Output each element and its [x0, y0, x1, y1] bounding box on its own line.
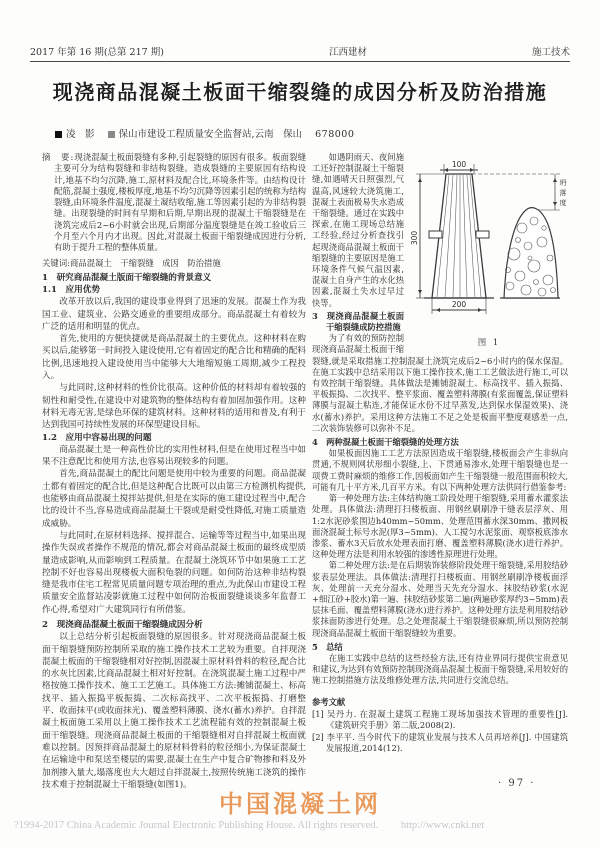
- affiliation: 保山市建设工程质量安全监督站,云南 保山: [118, 129, 303, 140]
- paragraph: 如遇阴雨天、夜间施工还好控制混凝土干缩裂缝,如遇晴天日照强烈,气温高,风速较大浇筑施工,混凝土表面极易失水造成干缩裂缝。通过在实践中探索,在施工现场总结施工经验,经过分析查找引起现浇商品混凝土板面干缩裂缝的主要原因是施工环境条件气候气温因素,混凝土自身产生的水化热因素,混凝土失水过早过快等。: [312, 152, 404, 308]
- page-title: 现浇商品混凝土板面干缩裂缝的成因分析及防治措施: [52, 80, 548, 104]
- left-column: [42, 152, 306, 791]
- abstract-text: 现浇混凝土板面裂缝有多种,引起裂缝的原因有很多。板面裂缝主要可分为结构裂缝和非结构裂缝。造成裂缝的主要原因有结构设计,地基不均匀沉降,施工,原材料及配合比,环境条件等。由结构设计配筋,混凝土强度,楼板厚度,地基不均匀沉降等因素引起的统称为结构裂缝,由环境条件温度,混凝土凝结收缩,施工等因素引起的为非结构裂缝。出现裂缝的时间有早期和后期,早期出现的混凝土干缩裂缝是在浇筑完成后2~6小时就会出现,后期部分温度裂缝是在竣工验收后三个月至六个月内才出现。因此,对混凝土板面干缩裂缝成因进行分析,有助于提升工程的整体质量。: [54, 152, 306, 253]
- paragraph: 与此同时,这种材料的性价比很高。这种价低的材料却有着较强的韧性和耐受性,在建设中对建筑物的整体结构有着加固加强作用。这种材料无毒无害,是绿色环保的建筑材料。这种材料的适用和普及,有利于达到我国可持续性发展的环保型建设目标。: [42, 383, 306, 431]
- paragraph: 在施工实践中总结的这些经验方法,还有待业界同行提供宝贵意见和建议,为达到有效预防控制现浇商品混凝土板面干缩裂缝,采用较好的施工控制措施方法及维修处理方法,共同进行交流总结。: [312, 652, 568, 686]
- page-number: · 97 ·: [498, 778, 536, 789]
- section-5-heading: 5 总结: [312, 641, 343, 652]
- paragraph: 商品混凝土是一种高性价比的实用性材料,但是在使用过程当中如果不注意配比和使用方法,也容易出现较多的问题。: [42, 444, 306, 468]
- dim-top-label: 100: [451, 160, 467, 169]
- column-name: 施工技术: [531, 47, 570, 58]
- svg-text:坍: 坍: [559, 179, 567, 187]
- keywords-label: 关键词:: [42, 257, 70, 268]
- author-marker-icon: [55, 131, 62, 138]
- section-4-heading: 4 两种混凝土板面干缩裂缝的处理方法: [312, 437, 459, 448]
- affiliation-marker-icon: [108, 131, 115, 138]
- section-3-heading: 3 现浇商品混凝土板面干缩裂缝成防控措施: [312, 310, 404, 333]
- keywords: [42, 257, 306, 269]
- byline: [55, 126, 354, 140]
- running-head: [30, 44, 570, 58]
- paragraph: 首先,商品混凝土的配比问题是使用中较为重要的问题。商品混凝土都有着固定的配合比,但是这种配合比既可以由第三方检测机构提供,也能够由商品混凝土搅拌站提供,但是在实际的施工建设过程当中,配合比的设计不当,容易造成商品混凝土干裂或是耐受性降低,对施工质量造成威胁。: [42, 469, 306, 529]
- section-1-2-heading: 1.2 应用中容易出现的问题: [42, 432, 152, 443]
- paragraph: 如果板面因施工工艺方法原因造成干缩裂缝,楼板面会产生非纵向贯通,不规则网状形细小裂缝,上、下贯通易渗水,处理干缩裂缝也是一项费工费时麻烦的维修工作,因板面如产生干缩裂缝一般范围面积较大,可能有几十平方米,几百平方米。有以下两种处理方法供同行借鉴参考:: [312, 448, 568, 492]
- journal-name: 江西建材: [328, 47, 367, 58]
- dim-bottom-label: 200: [451, 300, 467, 309]
- paragraph: 第二种处理方法:是在后期装饰装修阶段处理干缩裂缝,采用胶结砂浆表层处理法。具体做法:清理打扫楼板面、用钢丝刷刷净楼板面浮灰、处理前一天充分湿水、处理当天先充分湿水、抹胶结砂浆(水泥+细江砂+胶水)第一遍、抹胶结砂浆第二遍(两遍砂浆厚约3~5mm)表层抹毛面、覆盖塑料薄膜(浇水)进行养护。这种处理方法是利用胶结砂浆抹面防渗进行处理。总之处理混凝土干缩裂缝很麻烦,所以预防控制现浇商品混凝土板面干缩裂缝较为重要。: [312, 560, 568, 638]
- footer: [14, 820, 594, 831]
- section-1-heading: 1 研究商品混凝土版面干缩裂缝的背景意义: [42, 272, 212, 283]
- postcode: 678000: [315, 129, 355, 140]
- section-2-heading: 2 现浇商品混凝土板面干缩裂缝成因分析: [42, 619, 203, 630]
- watermark: 中国混凝土网: [219, 789, 381, 818]
- paragraph: 以上总结分析引起板面裂缝的原因很多。针对现浇商品混凝土板面干缩裂缝预防控制所采取的施工操作技术工艺较为重要。自拌现浇混凝土板面的干缩裂缝相对好控制,因混凝土原材料骨料的粒径,配合比的水灰比因素,比商品混凝土相对好控制。在浇筑混凝土施工过程中严格按施工操作技术、施工工艺施工。具体施工方法:摊铺混凝土、标高找平、插入振捣平板振捣、二次标高找平、二次平板振捣、打磨整平、收面抹平(或收面抹光)、覆盖塑料薄膜、浇水(蓄水)养护。自拌混凝土板面施工采用以上施工操作技术工艺流程能有效的控制混凝土板面干缩裂缝。现浇商品混凝土板面的干缩裂缝相对自拌混凝土板面就难以控制。因预拌商品混凝土的原材料骨料的粒径细小,为保证混凝土在运输途中和泵送至楼层的需要,混凝土在生产中复合矿物掺和料及外加剂掺入量大,塌落度也大大超过自拌混凝土,按照传统施工浇筑的操作技术难于控制混凝土干缩裂缝(如图1)。: [42, 632, 306, 790]
- copyright-text: ?1994-2017 China Academic Journal Electronic Publishing House. All rights reserved.: [14, 820, 379, 831]
- reference-item: [2] 李平平. 当今时代下的建筑业发展与技术人员再培养[J]. 中国建筑发展报道,2014(12).: [312, 732, 568, 754]
- paragraph: 首先,使用的方便快捷就是商品混凝土的主要优点。这种材料在购买以后,能够第一时间投入建设使用,它有着固定的配合比和精确的配料比例,迅速地投入建设使用当中能够大大地缩短施工周期,减少工程投入。: [42, 334, 306, 382]
- abstract-label: 摘 要:: [42, 152, 75, 162]
- figure-caption: 图 1: [477, 338, 501, 348]
- paragraph: 为了有效的预防控制现浇商品混凝土板面干缩裂缝,就是采取措施工控制混凝土浇筑完成后2~6小时内的保水保湿。在施工实践中总结采用以下施工操作技术,施工工艺做法进行施工,可以有效控制干缩裂缝。具体做法是摊铺混凝土、标高找平、插入振捣、平板振捣、二次找平、整平浆面、覆盖塑料薄膜(有浆面覆盖,保证塑料薄膜与混凝土粘连,才能保证水份不过早蒸发,达到保水保湿效果)、浇水(蓄水)养护。采用这种方法施工不足之处是板面平整度观感差一点,二次装饰装修可以弥补不足。: [312, 333, 568, 433]
- references-heading: 参考文献: [312, 696, 346, 707]
- right-column: [312, 152, 568, 755]
- keywords-text: 商品混凝土 干缩裂缝 成因 防治措施: [69, 257, 221, 268]
- slump-label: [560, 178, 567, 207]
- author-name: 凌 影: [66, 129, 95, 140]
- abstract: [42, 152, 306, 254]
- paragraph: 改革开放以后,我国的建设事业得到了迅速的发展。混凝土作为我国工业、建筑业、公路交通业的重要组成部分。商品混凝土有着较为广泛的适用和明显的优点。: [42, 297, 306, 332]
- svg-text:度: 度: [559, 199, 567, 207]
- cnki-url: http://www.cnki.net: [400, 820, 485, 831]
- figure-1: [410, 158, 568, 349]
- section-1-1-heading: 1.1 应用优势: [42, 284, 100, 295]
- dim-height-label: 300: [410, 230, 419, 246]
- issue-info: 2017 年第 16 期(总第 217 期): [30, 47, 164, 58]
- header-divider: [30, 61, 570, 62]
- paragraph: 与此同时,在原材料选择、搅拌混合、运输等等过程当中,如果出现操作失误或者操作不规范的情况,都会对商品混凝土板面的最终成型质量造成影响,从而影响到工程质量。在混凝土浇筑环节中如果施工工艺控制不好也容易出现楼板大面积龟裂的问题。如何防治这种非结构裂缝是我市住宅工程常见质量问题专项治理的重点,为此保山市建设工程质量安全监督站凌影就施工过程中如何防治板面裂缝谈谈多年监督工作心得,希望对广大建筑同行有所借鉴。: [42, 530, 306, 615]
- reference-item: [1] 吴丹力. 在混凝土建筑工程施工现场加强技术管理的重要性[J].《建筑研究手册》第二版,2008(2).: [312, 708, 568, 730]
- slump-cone-diagram: [410, 158, 568, 336]
- svg-text:落: 落: [559, 189, 567, 197]
- paragraph: 第一种处理方法:主体结构施工阶段处理干缩裂缝,采用蓄水灌浆法处理。具体做法:清理打扫楼板面、用钢丝刷刷净干缝表层浮灰、用1:2水泥砂浆围边h40mm~50mm、处理范围蓄水深30mm、撒网板面浇混凝土标号水泥(厚3~5mm)、人工搅匀水泥浆面、观察板底渗水渗浆、蓄水3天后放水处理表面打磨、覆盖塑料薄膜(浇水)进行养护。这种处理方法是利用水较强的渗透性原理进行处理。: [312, 493, 568, 560]
